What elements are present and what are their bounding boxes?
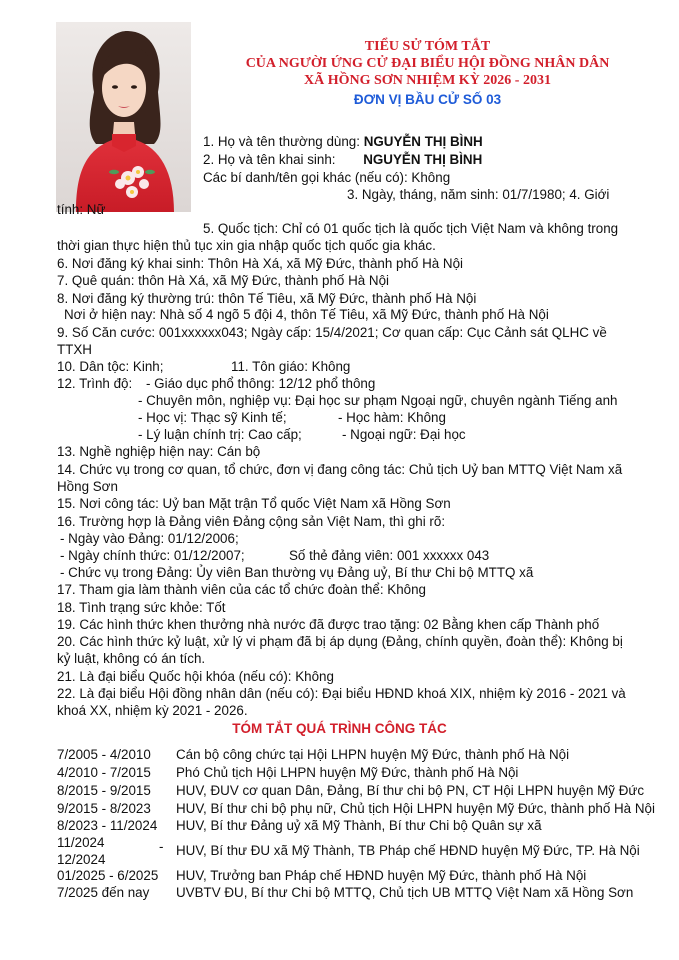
field-17: 17. Tham gia làm thành viên của các tổ chức đoàn thể: Không [57,582,427,597]
field-16: 16. Trường hợp là Đảng viên Đảng cộng sản Việt Nam, thì ghi rõ: [57,514,446,529]
work-row-date-dash: - [159,839,164,854]
field-14: 14. Chức vụ trong cơ quan, tổ chức, đơn vị đang công tác: Chủ tịch Uỷ ban MTTQ Việt Nam xã [57,462,623,477]
work-row-desc: HUV, Bí thư ĐU xã Mỹ Thành, TB Pháp chế HĐND huyện Mỹ Đức, TP. Hà Nội [176,843,640,858]
work-row-date: 7/2005 - 4/2010 [57,747,151,762]
field-2-alias: Các bí danh/tên gọi khác (nếu có): Không [203,170,451,185]
field-12-title: - Học hàm: Không [338,410,446,425]
work-row-desc: UVBTV ĐU, Bí thư Chi bộ MTTQ, Chủ tịch UB MTTQ Việt Nam xã Hồng Sơn [176,885,634,900]
field-15: 15. Nơi công tác: Uỷ ban Mặt trận Tổ quốc Việt Nam xã Hồng Sơn [57,496,451,511]
field-10: 10. Dân tộc: Kinh; [57,359,164,374]
doc-title: TIỂU SỬ TÓM TẮT [364,39,491,54]
field-4-gender: tính: Nữ [57,202,106,217]
portrait-icon [56,22,191,212]
field-5-nationality: 5. Quốc tịch: Chỉ có 01 quốc tịch là quốc tịch Việt Nam và không trong [203,221,619,236]
field-19: 19. Các hình thức khen thưởng nhà nước đã được trao tặng: 02 Bằng khen cấp Thành phố [57,617,600,632]
work-row-date: 9/2015 - 8/2023 [57,801,151,816]
field-7: 7. Quê quán: thôn Hà Xá, xã Mỹ Đức, thành phố Hà Nội [57,273,390,288]
work-row-date: 11/2024 [57,835,105,850]
field-2 [203,151,482,169]
field-12-label: 12. Trình độ: [57,376,133,391]
field-20-cont: kỷ luật, không có án tích. [57,651,206,666]
field-3-birthdate: 3. Ngày, tháng, năm sinh: 01/7/1980; 4. Giới [347,187,610,202]
work-row-desc: HUV, Trưởng ban Pháp chế HĐND huyện Mỹ Đức, thành phố Hà Nội [176,868,587,883]
field-12-political: - Lý luận chính trị: Cao cấp; [138,427,302,442]
work-row-date: 8/2023 - 11/2024 [57,818,158,833]
field-1 [203,133,483,151]
work-row-desc: HUV, ĐUV cơ quan Dân, Đảng, Bí thư chi bộ PN, CT Hội LHPN huyện Mỹ Đức [176,783,645,798]
field-11: 11. Tôn giáo: Không [231,359,351,374]
field-9-cont: TTXH [57,342,92,357]
field-2-value: NGUYỄN THỊ BÌNH [363,152,483,167]
document-header [196,38,659,109]
field-20: 20. Các hình thức kỷ luật, xử lý vi phạm đã bị áp dụng (Đảng, chính quyền, đoàn thể): Không bị [57,634,623,649]
field-6: 6. Nơi đăng ký khai sinh: Thôn Hà Xá, xã Mỹ Đức, thành phố Hà Nội [57,256,464,271]
field-14-cont: Hồng Sơn [57,479,118,494]
work-row-desc: Cán bộ công chức tại Hội LHPN huyện Mỹ Đức, thành phố Hà Nội [176,747,570,762]
field-12-general: - Giáo dục phổ thông: 12/12 phổ thông [146,376,376,391]
field-21: 21. Là đại biểu Quốc hội khóa (nếu có): Không [57,669,334,684]
field-12-profession: - Chuyên môn, nghiệp vụ: Đại học sư phạm Ngoại ngữ, chuyên ngành Tiếng anh [138,393,618,408]
work-row-date-end: 12/2024 [57,852,106,867]
field-8: 8. Nơi đăng ký thường trú: thôn Tế Tiêu, xã Mỹ Đức, thành phố Hà Nội [57,291,477,306]
work-row-desc: HUV, Bí thư Đảng uỷ xã Mỹ Thành, Bí thư Chi bộ Quân sự xã [176,818,542,833]
field-18: 18. Tình trạng sức khỏe: Tốt [57,600,226,615]
doc-subtitle-1: CỦA NGƯỜI ỨNG CỬ ĐẠI BIỂU HỘI ĐỒNG NHÂN DÂN [245,56,610,71]
field-5-nationality-cont: thời gian thực hiện thủ tục xin gia nhập quốc tịch quốc gia khác. [57,238,436,253]
field-22: 22. Là đại biểu Hội đồng nhân dân (nếu có): Đại biểu HĐND khoá XIX, nhiệm kỳ 2016 - 2021 và [57,686,626,701]
portrait-photo [56,22,191,212]
work-row-date: 01/2025 - 6/2025 [57,868,159,883]
electoral-unit: ĐƠN VỊ BẦU CỬ SỐ 03 [353,92,502,107]
field-12-degree: - Học vị: Thạc sỹ Kinh tế; [138,410,287,425]
doc-subtitle-2: XÃ HỒNG SƠN NHIỆM KỲ 2026 - 2031 [304,73,551,88]
field-1-label: 1. Họ và tên thường dùng: [203,134,364,149]
work-row-desc: Phó Chủ tịch Hội LHPN huyện Mỹ Đức, thành phố Hà Nội [176,765,519,780]
work-row-date: 8/2015 - 9/2015 [57,783,151,798]
field-12-language: - Ngoại ngữ: Đại học [342,427,466,442]
work-row-date: 7/2025 đến nay [57,885,150,900]
field-1-value: NGUYỄN THỊ BÌNH [363,134,483,149]
field-8-current: Nơi ở hiện nay: Nhà số 4 ngõ 5 đội 4, thôn Tế Tiêu, xã Mỹ Đức, thành phố Hà Nội [64,307,549,322]
field-16-official-date: - Ngày chính thức: 01/12/2007; [60,548,245,563]
work-history-title: TÓM TẮT QUÁ TRÌNH CÔNG TÁC [232,721,447,736]
field-9: 9. Số Căn cước: 001xxxxxx043; Ngày cấp: 15/4/2021; Cơ quan cấp: Cục Cảnh sát QLHC về [57,325,607,340]
field-22-cont: khoá XX, nhiệm kỳ 2021 - 2026. [57,703,248,718]
field-16-join-date: - Ngày vào Đảng: 01/12/2006; [60,531,239,546]
field-16-card-number: Số thẻ đảng viên: 001 xxxxxx 043 [289,548,490,563]
field-16-party-position: - Chức vụ trong Đảng: Ủy viên Ban thường vụ Đảng uỷ, Bí thư Chi bộ MTTQ xã [60,565,534,580]
field-13: 13. Nghề nghiệp hiện nay: Cán bộ [57,444,261,459]
work-row-date: 4/2010 - 7/2015 [57,765,151,780]
work-row-desc: HUV, Bí thư chi bộ phụ nữ, Chủ tịch Hội LHPN huyện Mỹ Đức, thành phố Hà Nội [176,801,655,816]
field-2-label: 2. Họ và tên khai sinh: [203,152,340,167]
